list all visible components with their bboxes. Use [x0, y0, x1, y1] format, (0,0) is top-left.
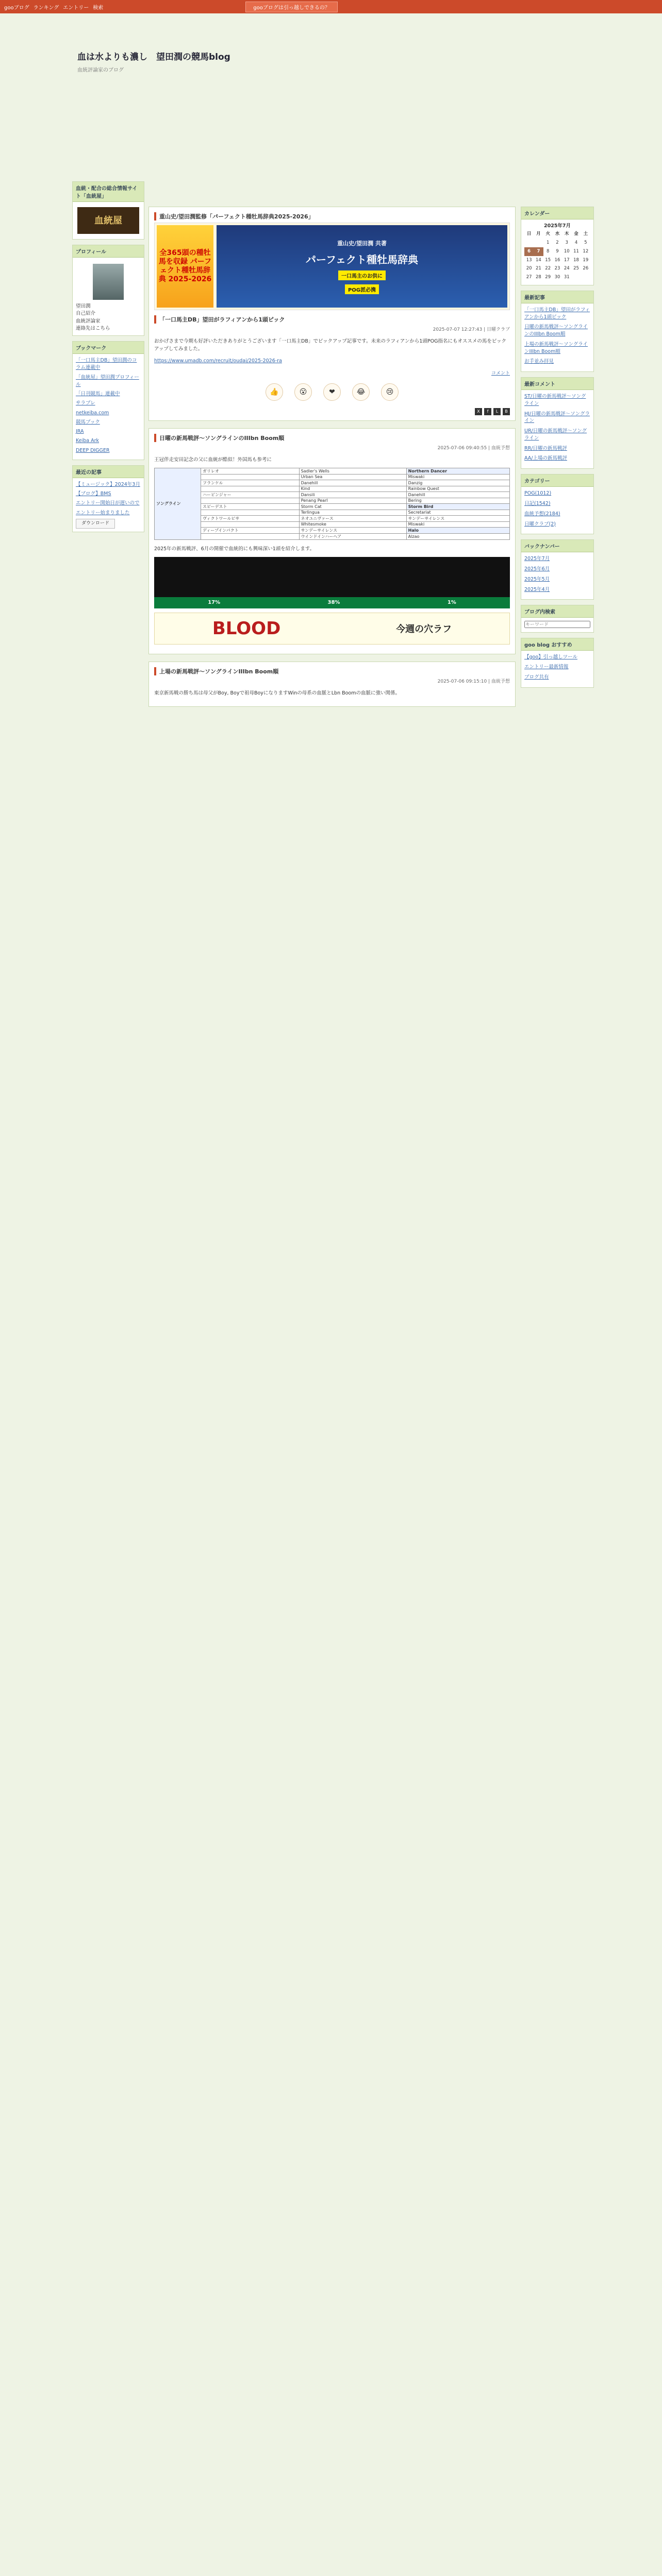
top-nav — [4, 3, 103, 11]
comments-title: 最新コメント — [521, 378, 593, 390]
recent-entry-link[interactable]: 上場の新馬戦評〜ソングラインIIIbn Boom順 — [524, 341, 588, 354]
banner-badge: POG派必携 — [345, 284, 379, 294]
comment-link[interactable]: コメント — [491, 370, 510, 376]
recent-link[interactable]: 【ミュージック】2024年3月 — [76, 481, 140, 487]
cal-day: 2 — [556, 240, 559, 245]
cal-day — [524, 239, 534, 247]
post-3 — [148, 662, 516, 707]
video-stat: 17% — [208, 600, 221, 606]
comment-link[interactable]: UR/日曜の新馬戦評〜ソングライン — [524, 428, 587, 441]
post-body: 東京新馬戦の勝ち馬は母父がBoy, Boyで祖母BoyになりますWinの母系の血脈とLbn Boomの血脈に強い関係。 — [154, 690, 401, 696]
post-2 — [148, 428, 516, 654]
post-title[interactable]: 「一口馬主DB」望田がラフィアンから1頭ピック — [154, 315, 510, 324]
cal-day: 1 — [546, 240, 550, 245]
comments-box — [521, 377, 594, 469]
post-meta: 2025-07-06 09:15:10 | 血統予想 — [437, 679, 510, 684]
ped-cell: Kind — [299, 486, 406, 492]
post-meta: 2025-07-07 12:27:43 | 日曜クラブ — [433, 327, 510, 332]
goo-link[interactable]: エントリー最新情報 — [524, 664, 569, 670]
ped-cell — [201, 533, 300, 539]
category-link[interactable]: POG(1012) — [524, 490, 552, 497]
calendar-box — [521, 207, 594, 285]
post-date: 2025-07-06 09:15:10 — [437, 679, 487, 684]
cal-day: 13 — [526, 257, 532, 263]
reaction-button[interactable]: 😂 — [352, 383, 370, 401]
cal-day: 16 — [554, 257, 560, 263]
share-fb-icon[interactable]: f — [484, 408, 491, 415]
comment-link[interactable]: AA/上場の新馬戦評 — [524, 455, 567, 462]
bookmark-link[interactable]: 「一口馬主DB」望田潤のコラム連載中 — [76, 358, 137, 371]
ped-cell: ハービンジャー — [201, 492, 300, 498]
profile-line[interactable]: 自己紹介 — [76, 311, 96, 317]
bookmark-link[interactable]: 競馬ブック — [76, 419, 100, 425]
pedigree-table — [154, 468, 510, 540]
ped-cell: Storm Cat — [299, 503, 406, 510]
ped-cell: Northern Dancer — [406, 468, 509, 474]
video-stat: 38% — [327, 600, 340, 606]
goo-link[interactable]: 【goo】引っ越しツール — [524, 654, 577, 660]
cal-day: 20 — [526, 266, 532, 272]
recent-box — [72, 465, 144, 533]
recent-link[interactable]: エントリー開始日が遅いので — [76, 500, 140, 506]
share-hatena-icon[interactable]: B — [503, 408, 510, 415]
cal-day: 25 — [573, 266, 579, 272]
ped-cell: ガリレオ — [201, 468, 300, 474]
cal-day: 9 — [556, 248, 559, 254]
ped-cell: ネオユニヴァース — [299, 515, 406, 521]
cal-head: 火 — [545, 231, 550, 237]
blood-title: BLOOD — [212, 618, 281, 639]
ped-cell: Urban Sea — [299, 474, 406, 480]
cal-day — [534, 239, 543, 247]
cal-head: 木 — [565, 231, 569, 237]
share-bar — [154, 408, 510, 415]
cal-day: 10 — [564, 248, 570, 254]
post-meta: 2025-07-06 09:40:55 | 血統予想 — [437, 445, 510, 451]
banner-main: パーフェクト種牡馬辞典 — [306, 253, 418, 266]
ped-cell: Whitesmoke — [299, 521, 406, 527]
cal-head: 金 — [574, 231, 578, 237]
cal-day: 22 — [545, 266, 551, 272]
ped-cell: Sadler's Wells — [299, 468, 406, 474]
search-box — [521, 605, 594, 632]
book-banner[interactable] — [154, 223, 510, 310]
goo-link[interactable]: ブログ共有 — [524, 674, 549, 681]
recent-entry-link[interactable]: 日曜の新馬戦評〜ソングラインのIIIbn Boom順 — [524, 324, 588, 337]
recent-entries-title: 最新記事 — [521, 291, 593, 303]
banner-authors: 重山史/望田潤 共著 — [337, 240, 387, 247]
recent-entry-link[interactable]: 「一口馬主DB」望田がラフィアンから1頭ピック — [524, 307, 590, 320]
cal-day: 26 — [583, 266, 589, 272]
nav-item[interactable]: エントリー — [63, 5, 89, 11]
ped-cell: Miswaki — [406, 521, 509, 527]
migration-banner[interactable]: gooブログは引っ越しできるの？ — [245, 2, 338, 12]
backnumber-link[interactable]: 2025年4月 — [524, 586, 550, 592]
cal-day: 15 — [545, 257, 551, 263]
post-author[interactable]: 血統予想 — [491, 679, 510, 684]
blog-title[interactable]: 血は水よりも濃し 望田潤の競馬blog — [77, 52, 230, 62]
banner-left: 全365頭の種牡馬を収録 パーフェクト種牡馬辞典 2025-2026 — [157, 225, 213, 308]
cal-day: 5 — [584, 240, 587, 245]
cal-day: 18 — [573, 257, 579, 263]
bookmark-link[interactable]: Keiba Ark — [76, 438, 100, 444]
bookmark-link[interactable]: サラブレ — [76, 400, 95, 406]
download-button[interactable]: ダウンロード — [76, 519, 115, 529]
ped-cell — [201, 510, 300, 515]
blood-sub: 今週の穴ラフ — [396, 623, 452, 635]
ped-cell: フランケル — [201, 480, 300, 486]
bookmark-title: ブックマーク — [73, 342, 144, 354]
post-body: 王冠伴走安田記念の父に血統が酷似！外国馬も参考に — [154, 456, 272, 463]
category-box — [521, 474, 594, 534]
cal-day: 4 — [574, 240, 578, 245]
left-sidebar — [72, 181, 144, 537]
post-category[interactable]: 重山史/望田潤監修「パーフェクト種牡馬辞典2025-2026」 — [154, 212, 510, 221]
ped-cell: ウインドインハーヘア — [299, 533, 406, 539]
video-stats — [154, 597, 510, 608]
bookmark-link[interactable]: netkeiba.com — [76, 410, 109, 416]
ped-cell: Secretariat — [406, 510, 509, 515]
goo-box — [521, 638, 594, 688]
cal-head: 土 — [583, 231, 588, 237]
cal-head: 月 — [536, 231, 541, 237]
reaction-button[interactable]: 👍 — [266, 383, 283, 401]
ped-cell: ディープインパクト — [201, 527, 300, 533]
ped-cell: ヴィクトワールピサ — [201, 515, 300, 521]
cal-day: 14 — [536, 257, 541, 263]
backnumber-link[interactable]: 2025年7月 — [524, 556, 550, 562]
banner-badge: 一口馬主のお供に — [338, 270, 386, 280]
recent-title: 最近の記事 — [73, 466, 144, 478]
main-column — [148, 207, 516, 714]
cal-day: 23 — [554, 266, 560, 272]
goo-title: goo blog おすすめ — [521, 638, 593, 651]
cal-day: 21 — [536, 266, 541, 272]
backnumber-link[interactable]: 2025年5月 — [524, 576, 550, 582]
promo-box — [72, 181, 144, 240]
search-input[interactable] — [524, 621, 590, 628]
race-video[interactable] — [154, 557, 510, 608]
ped-cell: スピーデスト — [201, 503, 300, 510]
top-bar — [0, 0, 662, 13]
ped-cell: Danehill — [299, 480, 406, 486]
cal-head: 日 — [526, 231, 532, 237]
post-title[interactable]: 日曜の新馬戦評〜ソングラインのIIIbn Boom順 — [154, 434, 510, 442]
right-sidebar — [521, 207, 594, 693]
profile-line[interactable]: 連絡先はこちら — [76, 325, 110, 331]
category-link[interactable]: 日曜クラブ(2) — [524, 521, 556, 527]
banner-right — [217, 225, 507, 308]
ped-cell: Danzig — [406, 480, 509, 486]
calendar-title: カレンダー — [521, 207, 593, 219]
ped-cell: Storm Bird — [406, 503, 509, 510]
ped-cell: Penang Pearl — [299, 498, 406, 503]
post-body: 2025年の新馬戦評、6月の開催で血統的にも興味深い1頭を紹介します。 — [154, 546, 315, 552]
reaction-button[interactable]: 😮 — [294, 383, 312, 401]
profile-line: 血統評論家 — [76, 318, 101, 324]
backnumber-title: バックナンバー — [521, 540, 593, 552]
cal-day: 19 — [583, 257, 589, 263]
promo-title: 血統・配合の総合情報サイト「血統屋」 — [73, 182, 144, 202]
ped-cell: Danehill — [406, 492, 509, 498]
post-title[interactable]: 上場の新馬戦評〜ソングラインIIIbn Boom順 — [154, 667, 510, 675]
reaction-bar — [154, 383, 510, 401]
blog-subtitle: 血統評論家のブログ — [77, 67, 124, 73]
ped-cell: Halo — [406, 527, 509, 533]
ped-cell — [201, 474, 300, 480]
cal-day: 24 — [564, 266, 570, 272]
cal-day: 3 — [565, 240, 568, 245]
ped-cell: サンデーサイレンス — [406, 515, 509, 521]
post-author[interactable]: 血統予想 — [491, 445, 510, 451]
reaction-button[interactable]: ❤ — [323, 383, 341, 401]
ped-cell: Miswaki — [406, 474, 509, 480]
recent-link[interactable]: エントリー始まりました — [76, 510, 130, 516]
search-title: ブログ内検索 — [521, 605, 593, 618]
video-stat: 1% — [447, 600, 456, 606]
recent-entries-box — [521, 291, 594, 372]
comment-link[interactable]: RR/日曜の新馬戦評 — [524, 445, 567, 451]
bookmark-box — [72, 341, 144, 460]
nav-item[interactable]: 検索 — [93, 5, 104, 11]
cal-day: 12 — [583, 248, 589, 254]
cal-day[interactable]: 6 — [524, 247, 534, 256]
nav-item[interactable]: gooブログ — [4, 5, 29, 11]
ped-horse: ソングライン — [155, 468, 201, 539]
backnumber-box — [521, 539, 594, 600]
recent-link[interactable]: 【ブログ】BMS — [76, 491, 111, 497]
recent-entry-link[interactable]: お手並み拝見 — [524, 359, 554, 365]
cal-head: 水 — [555, 231, 560, 237]
blog-header — [0, 13, 662, 91]
nav-item[interactable]: ランキング — [33, 5, 59, 11]
avatar — [93, 264, 124, 300]
bookmark-link[interactable]: 「血統屋」望田潤プロフィール — [76, 374, 139, 387]
ped-cell: サンデーサイレンス — [299, 527, 406, 533]
cal-day: 28 — [536, 275, 541, 280]
cal-day — [581, 273, 590, 282]
share-line-icon[interactable]: L — [493, 408, 501, 415]
ped-cell — [201, 498, 300, 503]
post-date: 2025-07-07 12:27:43 — [433, 327, 483, 332]
share-x-icon[interactable]: X — [475, 408, 482, 415]
bookmark-link[interactable]: JRA — [76, 429, 84, 434]
post-author[interactable]: 日曜クラブ — [486, 327, 510, 332]
blood-banner[interactable] — [154, 613, 510, 645]
comment-link[interactable]: HJ/日曜の新馬戦評〜ソングライン — [524, 411, 590, 424]
cal-day: 17 — [564, 257, 570, 263]
profile-user[interactable]: 望田潤 — [76, 303, 91, 309]
ped-cell: Bering — [406, 498, 509, 503]
ped-cell: Terlingua — [299, 510, 406, 515]
category-link[interactable]: 血統予想(2184) — [524, 511, 560, 517]
cal-day: 31 — [564, 275, 570, 280]
ped-cell — [201, 521, 300, 527]
cal-day: 29 — [545, 275, 551, 280]
calendar-month: 2025年7月 — [543, 223, 571, 229]
post-date: 2025-07-06 09:40:55 — [437, 445, 487, 451]
keibaya-logo[interactable]: 血統屋 — [77, 207, 139, 234]
category-title: カテゴリー — [521, 474, 593, 487]
cal-day: 27 — [526, 275, 532, 280]
bookmark-link[interactable]: DEEP DIGGER — [76, 447, 110, 453]
backnumber-link[interactable]: 2025年6月 — [524, 566, 550, 572]
cal-day: 11 — [573, 248, 579, 254]
post-body: おかげさまで今期も好評いただきありがとうございます「一口馬主DB」でピックアップ記事です。未来のラフィアンから1頭POG指名にもオススメの馬をピックアップしてみました。 — [154, 338, 507, 352]
post-link[interactable]: https://www.umadb.com/recruit/oudai/2025-2026-ra — [154, 358, 282, 364]
reaction-button[interactable]: 😢 — [381, 383, 399, 401]
cal-day: 8 — [546, 248, 550, 254]
profile-title: プロフィール — [73, 245, 144, 258]
profile-box — [72, 245, 144, 336]
ped-cell: Dansili — [299, 492, 406, 498]
comment-link[interactable]: ST/日曜の新馬戦評〜ソングライン — [524, 394, 586, 406]
ped-cell: Rainbow Quest — [406, 486, 509, 492]
ped-cell — [201, 486, 300, 492]
calendar-table — [524, 230, 590, 282]
cal-day — [571, 273, 581, 282]
ped-cell: Alzao — [406, 533, 509, 539]
cal-day[interactable]: 7 — [534, 247, 543, 256]
bookmark-link[interactable]: 「日刊競馬」連載中 — [76, 391, 120, 397]
post-1 — [148, 207, 516, 421]
cal-day: 30 — [554, 275, 560, 280]
category-link[interactable]: 日記(1542) — [524, 501, 551, 506]
